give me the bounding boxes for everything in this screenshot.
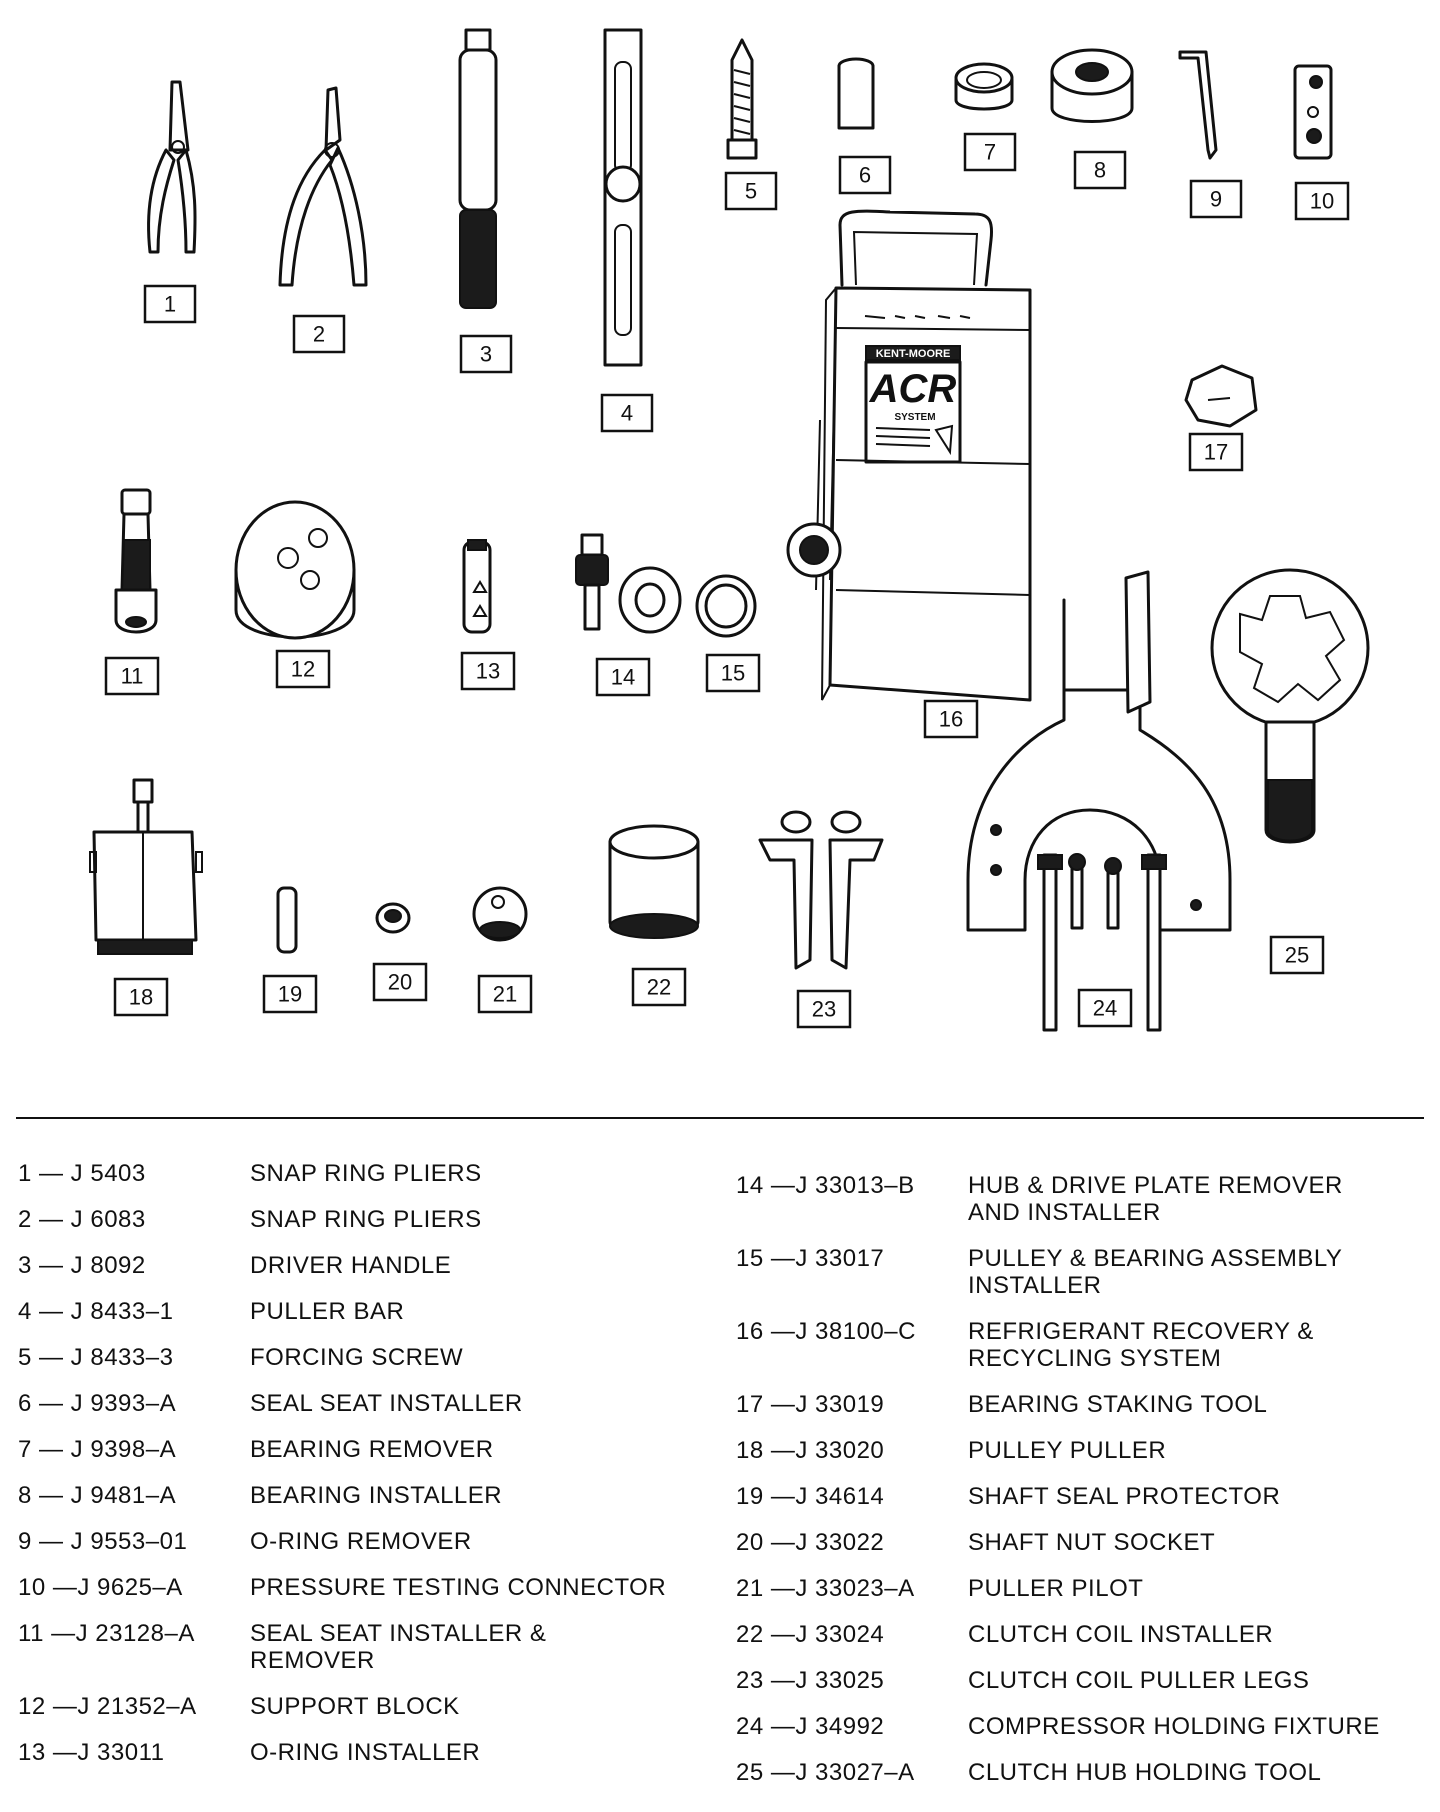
- legend-code: 11 —J 23128–A: [18, 1620, 195, 1647]
- legend-item: [18, 1344, 708, 1390]
- svg-text:9: 9: [1209, 186, 1223, 212]
- callout-16: [925, 701, 977, 737]
- legend-desc: SEAL SEAT INSTALLER & REMOVER: [250, 1620, 547, 1674]
- callout-24: [1079, 990, 1131, 1026]
- callout-15: [707, 655, 759, 691]
- legend-desc: BEARING INSTALLER: [250, 1482, 503, 1509]
- legend-code: 15 —J 33017: [736, 1245, 885, 1272]
- legend-desc: SEAL SEAT INSTALLER: [250, 1390, 523, 1417]
- pulley-puller-drawing: [90, 780, 202, 954]
- pressure-testing-connector-drawing: [1295, 66, 1331, 158]
- shaft-seal-protector-drawing: [278, 888, 296, 952]
- callout-2: [294, 316, 344, 352]
- legend-item: [18, 1390, 708, 1436]
- callout-21: [479, 976, 531, 1012]
- callout-11: [106, 658, 158, 694]
- refrigerant-recovery-machine-drawing: [788, 211, 1030, 700]
- svg-text:6: 6: [858, 162, 872, 188]
- svg-text:17: 17: [1203, 439, 1229, 465]
- legend-item: [736, 1713, 1426, 1759]
- legend-desc: SNAP RING PLIERS: [250, 1206, 482, 1233]
- callout-7: [965, 134, 1015, 170]
- legend-desc: SNAP RING PLIERS: [250, 1160, 482, 1187]
- svg-text:3: 3: [479, 341, 493, 367]
- callout-12: [277, 651, 329, 687]
- o-ring-installer-drawing: [464, 540, 490, 632]
- driver-handle-drawing: [460, 30, 496, 308]
- legend-desc: PRESSURE TESTING CONNECTOR: [250, 1574, 667, 1601]
- legend-desc: BEARING STAKING TOOL: [968, 1391, 1268, 1418]
- callout-1: [145, 286, 195, 322]
- machine-logo: ACR: [869, 367, 957, 411]
- snap-ring-pliers-1-drawing: [149, 82, 195, 252]
- machine-logo-sub: SYSTEM: [894, 412, 936, 423]
- svg-text:1: 1: [163, 291, 177, 317]
- legend-desc: CLUTCH COIL INSTALLER: [968, 1621, 1274, 1648]
- legend-desc: O-RING REMOVER: [250, 1528, 472, 1555]
- legend-desc: REFRIGERANT RECOVERY & RECYCLING SYSTEM: [968, 1318, 1314, 1372]
- legend-desc: SUPPORT BLOCK: [250, 1693, 460, 1720]
- callout-17: [1190, 434, 1242, 470]
- legend-code: 13 —J 33011: [18, 1739, 165, 1766]
- svg-text:18: 18: [128, 984, 154, 1010]
- snap-ring-pliers-2-drawing: [280, 88, 366, 285]
- clutch-coil-puller-legs-drawing: [760, 812, 882, 968]
- callout-13: [462, 653, 514, 689]
- legend-code: 2 — J 6083: [18, 1206, 146, 1233]
- legend-code: 5 — J 8433–3: [18, 1344, 174, 1371]
- legend-desc: CLUTCH HUB HOLDING TOOL: [968, 1759, 1322, 1786]
- svg-text:11: 11: [120, 663, 144, 689]
- legend-item: [736, 1759, 1426, 1805]
- legend-code: 23 —J 33025: [736, 1667, 885, 1694]
- legend-desc: PULLEY PULLER: [968, 1437, 1167, 1464]
- legend-desc: DRIVER HANDLE: [250, 1252, 452, 1279]
- svg-text:13: 13: [475, 658, 501, 684]
- svg-text:5: 5: [744, 178, 758, 204]
- support-block-drawing: [236, 502, 354, 638]
- svg-text:8: 8: [1093, 157, 1107, 183]
- bearing-remover-drawing: [956, 64, 1012, 109]
- legend-item: [736, 1575, 1426, 1621]
- bearing-installer-drawing: [1052, 50, 1132, 122]
- legend-desc: PULLER BAR: [250, 1298, 405, 1325]
- legend-desc: BEARING REMOVER: [250, 1436, 494, 1463]
- legend-code: 6 — J 9393–A: [18, 1390, 177, 1417]
- legend-code: 25 —J 33027–A: [736, 1759, 915, 1786]
- legend-item: [18, 1620, 708, 1693]
- forcing-screw-drawing: [728, 40, 756, 158]
- legend-item: [736, 1483, 1426, 1529]
- svg-text:12: 12: [290, 656, 316, 682]
- callout-8: [1075, 152, 1125, 188]
- legend-desc: SHAFT SEAL PROTECTOR: [968, 1483, 1281, 1510]
- callout-18: [115, 979, 167, 1015]
- legend-code: 17 —J 33019: [736, 1391, 885, 1418]
- legend-item: [18, 1206, 708, 1252]
- legend-code: 12 —J 21352–A: [18, 1693, 197, 1720]
- clutch-hub-holding-tool-drawing: [1212, 570, 1368, 842]
- legend-item: [18, 1160, 708, 1206]
- bearing-staking-tool-drawing: [1186, 366, 1256, 426]
- svg-text:24: 24: [1092, 995, 1118, 1021]
- legend-code: 20 —J 33022: [736, 1529, 885, 1556]
- machine-brand-label: KENT-MOORE: [875, 348, 951, 360]
- legend-code: 16 —J 38100–C: [736, 1318, 916, 1345]
- legend-item: [18, 1298, 708, 1344]
- legend-code: 7 — J 9398–A: [18, 1436, 177, 1463]
- legend-code: 19 —J 34614: [736, 1483, 885, 1510]
- legend-item: [736, 1667, 1426, 1713]
- legend-code: 9 — J 9553–01: [18, 1528, 188, 1555]
- o-ring-remover-drawing: [1180, 52, 1216, 158]
- callout-10: [1296, 183, 1348, 219]
- svg-text:14: 14: [610, 664, 636, 690]
- legend-desc: COMPRESSOR HOLDING FIXTURE: [968, 1713, 1380, 1740]
- legend-item: [18, 1436, 708, 1482]
- legend-item: [736, 1391, 1426, 1437]
- callout-23: [798, 991, 850, 1027]
- callout-19: [264, 976, 316, 1012]
- legend-item: [18, 1528, 708, 1574]
- legend-desc: HUB & DRIVE PLATE REMOVER AND INSTALLER: [968, 1172, 1343, 1226]
- legend-code: 8 — J 9481–A: [18, 1482, 177, 1509]
- svg-text:21: 21: [492, 981, 518, 1007]
- svg-text:20: 20: [387, 969, 413, 995]
- callout-22: [633, 969, 685, 1005]
- legend-desc: PULLER PILOT: [968, 1575, 1144, 1602]
- clutch-coil-installer-drawing: [610, 826, 698, 938]
- legend-item: [18, 1482, 708, 1528]
- legend-desc: O-RING INSTALLER: [250, 1739, 481, 1766]
- callout-14: [597, 659, 649, 695]
- legend-code: 4 — J 8433–1: [18, 1298, 174, 1325]
- legend-item: [18, 1252, 708, 1298]
- callout-6: [840, 157, 890, 193]
- legend-code: 3 — J 8092: [18, 1252, 146, 1279]
- puller-bar-drawing: [605, 30, 641, 365]
- pulley-bearing-installer-drawing: [697, 576, 755, 636]
- puller-pilot-drawing: [474, 888, 526, 940]
- legend-code: 18 —J 33020: [736, 1437, 885, 1464]
- callout-5: [726, 173, 776, 209]
- svg-text:15: 15: [720, 660, 746, 686]
- legend-code: 24 —J 34992: [736, 1713, 885, 1740]
- legend-item: [736, 1437, 1426, 1483]
- legend-right-column: [736, 1172, 1426, 1805]
- callout-3: [461, 336, 511, 372]
- seal-seat-installer-remover-drawing: [116, 490, 156, 632]
- legend-divider: [16, 1117, 1424, 1119]
- svg-text:4: 4: [620, 400, 634, 426]
- svg-text:10: 10: [1309, 188, 1335, 214]
- legend-code: 10 —J 9625–A: [18, 1574, 183, 1601]
- legend-item: [736, 1172, 1426, 1245]
- svg-text:2: 2: [312, 321, 326, 347]
- svg-text:23: 23: [811, 996, 837, 1022]
- legend-left-column: [18, 1160, 708, 1785]
- legend-desc: CLUTCH COIL PULLER LEGS: [968, 1667, 1310, 1694]
- callout-9: [1191, 181, 1241, 217]
- legend-item: [18, 1739, 708, 1785]
- legend-code: 1 — J 5403: [18, 1160, 146, 1187]
- svg-text:16: 16: [938, 706, 964, 732]
- legend-desc: FORCING SCREW: [250, 1344, 464, 1371]
- legend-code: 21 —J 33023–A: [736, 1575, 915, 1602]
- legend-code: 14 —J 33013–B: [736, 1172, 915, 1199]
- svg-text:19: 19: [277, 981, 303, 1007]
- legend-item: [736, 1529, 1426, 1575]
- svg-text:25: 25: [1284, 942, 1310, 968]
- callout-25: [1271, 937, 1323, 973]
- legend-desc: SHAFT NUT SOCKET: [968, 1529, 1216, 1556]
- legend-item: [736, 1621, 1426, 1667]
- legend-item: [736, 1318, 1426, 1391]
- svg-text:22: 22: [646, 974, 672, 1000]
- legend-item: [18, 1574, 708, 1620]
- legend-code: 22 —J 33024: [736, 1621, 885, 1648]
- legend-item: [736, 1245, 1426, 1318]
- hub-drive-plate-remover-drawing: [576, 535, 680, 632]
- svg-text:7: 7: [983, 139, 997, 165]
- seal-seat-installer-6-drawing: [839, 59, 873, 128]
- callout-20: [374, 964, 426, 1000]
- legend-item: [18, 1693, 708, 1739]
- legend-desc: PULLEY & BEARING ASSEMBLY INSTALLER: [968, 1245, 1342, 1299]
- shaft-nut-socket-drawing: [377, 904, 409, 932]
- callout-4: [602, 395, 652, 431]
